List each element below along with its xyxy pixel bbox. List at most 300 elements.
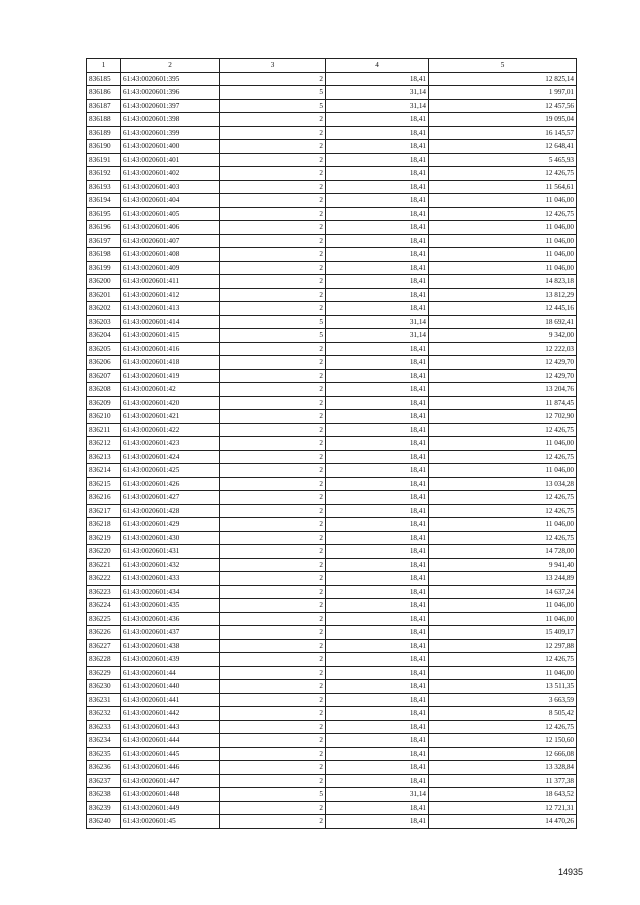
- column-4-cell: 18,41: [326, 423, 429, 437]
- column-3-cell: 2: [220, 747, 326, 761]
- cadastral-number-cell: 61:43:0020601:423: [121, 437, 220, 451]
- row-id-cell: 836233: [87, 720, 121, 734]
- table-row: [87, 639, 577, 653]
- table-row: [87, 612, 577, 626]
- table-row: [87, 315, 577, 329]
- column-4-cell: 18,41: [326, 140, 429, 154]
- cadastral-number-cell: 61:43:0020601:420: [121, 396, 220, 410]
- amount-cell: 12 426,75: [429, 531, 577, 545]
- row-id-cell: 836226: [87, 626, 121, 640]
- table-row: [87, 572, 577, 586]
- cadastral-number-cell: 61:43:0020601:412: [121, 288, 220, 302]
- row-id-cell: 836212: [87, 437, 121, 451]
- cadastral-number-cell: 61:43:0020601:426: [121, 477, 220, 491]
- table-row: [87, 491, 577, 505]
- amount-cell: 12 426,75: [429, 720, 577, 734]
- table-row: [87, 288, 577, 302]
- column-4-cell: 18,41: [326, 558, 429, 572]
- column-4-cell: 18,41: [326, 342, 429, 356]
- table-row: [87, 720, 577, 734]
- row-id-cell: 836235: [87, 747, 121, 761]
- row-id-cell: 836214: [87, 464, 121, 478]
- cadastral-number-cell: 61:43:0020601:442: [121, 707, 220, 721]
- header-cell-1: 1: [87, 59, 121, 73]
- column-3-cell: 2: [220, 302, 326, 316]
- amount-cell: 12 150,60: [429, 734, 577, 748]
- cadastral-number-cell: 61:43:0020601:436: [121, 612, 220, 626]
- column-4-cell: 18,41: [326, 126, 429, 140]
- column-4-cell: 18,41: [326, 599, 429, 613]
- cadastral-number-cell: 61:43:0020601:445: [121, 747, 220, 761]
- column-3-cell: 2: [220, 612, 326, 626]
- column-3-cell: 2: [220, 369, 326, 383]
- table-row: [87, 815, 577, 829]
- row-id-cell: 836237: [87, 774, 121, 788]
- cadastral-number-cell: 61:43:0020601:400: [121, 140, 220, 154]
- cadastral-number-cell: 61:43:0020601:416: [121, 342, 220, 356]
- column-4-cell: 18,41: [326, 437, 429, 451]
- table-row: [87, 558, 577, 572]
- table-row: [87, 450, 577, 464]
- column-4-cell: 18,41: [326, 639, 429, 653]
- table-row: [87, 801, 577, 815]
- amount-cell: 14 728,00: [429, 545, 577, 559]
- amount-cell: 14 637,24: [429, 585, 577, 599]
- cadastral-number-cell: 61:43:0020601:413: [121, 302, 220, 316]
- cadastral-number-cell: 61:43:0020601:42: [121, 383, 220, 397]
- table-row: [87, 126, 577, 140]
- column-3-cell: 2: [220, 450, 326, 464]
- table-row: [87, 396, 577, 410]
- cadastral-number-cell: 61:43:0020601:418: [121, 356, 220, 370]
- cadastral-number-cell: 61:43:0020601:401: [121, 153, 220, 167]
- row-id-cell: 836222: [87, 572, 121, 586]
- row-id-cell: 836225: [87, 612, 121, 626]
- column-3-cell: 2: [220, 531, 326, 545]
- table-row: [87, 383, 577, 397]
- row-id-cell: 836195: [87, 207, 121, 221]
- cadastral-number-cell: 61:43:0020601:429: [121, 518, 220, 532]
- column-3-cell: 2: [220, 653, 326, 667]
- row-id-cell: 836207: [87, 369, 121, 383]
- amount-cell: 11 874,45: [429, 396, 577, 410]
- cadastral-number-cell: 61:43:0020601:407: [121, 234, 220, 248]
- cadastral-number-cell: 61:43:0020601:447: [121, 774, 220, 788]
- row-id-cell: 836224: [87, 599, 121, 613]
- amount-cell: 12 222,03: [429, 342, 577, 356]
- column-4-cell: 18,41: [326, 288, 429, 302]
- cadastral-number-cell: 61:43:0020601:428: [121, 504, 220, 518]
- table-row: [87, 437, 577, 451]
- table-row: [87, 221, 577, 235]
- row-id-cell: 836234: [87, 734, 121, 748]
- row-id-cell: 836211: [87, 423, 121, 437]
- column-4-cell: 18,41: [326, 666, 429, 680]
- column-4-cell: 18,41: [326, 572, 429, 586]
- column-4-cell: 31,14: [326, 315, 429, 329]
- row-id-cell: 836200: [87, 275, 121, 289]
- table-row: [87, 518, 577, 532]
- cadastral-number-cell: 61:43:0020601:409: [121, 261, 220, 275]
- cadastral-number-cell: 61:43:0020601:433: [121, 572, 220, 586]
- amount-cell: 15 409,17: [429, 626, 577, 640]
- amount-cell: 12 426,75: [429, 653, 577, 667]
- cadastral-number-cell: 61:43:0020601:430: [121, 531, 220, 545]
- row-id-cell: 836219: [87, 531, 121, 545]
- column-4-cell: 18,41: [326, 747, 429, 761]
- row-id-cell: 836238: [87, 788, 121, 802]
- registry-table: [86, 58, 577, 829]
- table-row: [87, 99, 577, 113]
- column-3-cell: 2: [220, 761, 326, 775]
- row-id-cell: 836232: [87, 707, 121, 721]
- row-id-cell: 836192: [87, 167, 121, 181]
- column-3-cell: 2: [220, 558, 326, 572]
- cadastral-number-cell: 61:43:0020601:405: [121, 207, 220, 221]
- column-4-cell: 18,41: [326, 626, 429, 640]
- table-header: [87, 59, 577, 73]
- row-id-cell: 836189: [87, 126, 121, 140]
- cadastral-number-cell: 61:43:0020601:419: [121, 369, 220, 383]
- column-3-cell: 2: [220, 396, 326, 410]
- cadastral-number-cell: 61:43:0020601:404: [121, 194, 220, 208]
- column-3-cell: 5: [220, 86, 326, 100]
- column-4-cell: 18,41: [326, 194, 429, 208]
- cadastral-number-cell: 61:43:0020601:427: [121, 491, 220, 505]
- column-3-cell: 5: [220, 315, 326, 329]
- table-row: [87, 356, 577, 370]
- amount-cell: 16 145,57: [429, 126, 577, 140]
- cadastral-number-cell: 61:43:0020601:44: [121, 666, 220, 680]
- column-4-cell: 18,41: [326, 113, 429, 127]
- column-3-cell: 2: [220, 288, 326, 302]
- column-4-cell: 18,41: [326, 815, 429, 829]
- row-id-cell: 836194: [87, 194, 121, 208]
- column-4-cell: 18,41: [326, 761, 429, 775]
- row-id-cell: 836187: [87, 99, 121, 113]
- row-id-cell: 836236: [87, 761, 121, 775]
- amount-cell: 1 997,01: [429, 86, 577, 100]
- column-4-cell: 18,41: [326, 410, 429, 424]
- column-3-cell: 2: [220, 423, 326, 437]
- amount-cell: 12 426,75: [429, 423, 577, 437]
- cadastral-number-cell: 61:43:0020601:411: [121, 275, 220, 289]
- cadastral-number-cell: 61:43:0020601:408: [121, 248, 220, 262]
- table-row: [87, 113, 577, 127]
- amount-cell: 14 470,26: [429, 815, 577, 829]
- column-3-cell: 2: [220, 572, 326, 586]
- column-3-cell: 2: [220, 72, 326, 86]
- cadastral-number-cell: 61:43:0020601:396: [121, 86, 220, 100]
- amount-cell: 9 342,00: [429, 329, 577, 343]
- row-id-cell: 836199: [87, 261, 121, 275]
- column-4-cell: 18,41: [326, 167, 429, 181]
- amount-cell: 18 692,41: [429, 315, 577, 329]
- column-3-cell: 2: [220, 261, 326, 275]
- table-row: [87, 423, 577, 437]
- amount-cell: 12 426,75: [429, 491, 577, 505]
- cadastral-number-cell: 61:43:0020601:421: [121, 410, 220, 424]
- table-row: [87, 167, 577, 181]
- row-id-cell: 836230: [87, 680, 121, 694]
- table-row: [87, 761, 577, 775]
- column-4-cell: 18,41: [326, 693, 429, 707]
- row-id-cell: 836186: [87, 86, 121, 100]
- amount-cell: 12 445,16: [429, 302, 577, 316]
- column-3-cell: 2: [220, 167, 326, 181]
- column-4-cell: 18,41: [326, 383, 429, 397]
- column-3-cell: 2: [220, 194, 326, 208]
- cadastral-number-cell: 61:43:0020601:431: [121, 545, 220, 559]
- row-id-cell: 836218: [87, 518, 121, 532]
- column-4-cell: 18,41: [326, 477, 429, 491]
- column-3-cell: 2: [220, 383, 326, 397]
- column-3-cell: 2: [220, 275, 326, 289]
- cadastral-number-cell: 61:43:0020601:438: [121, 639, 220, 653]
- cadastral-number-cell: 61:43:0020601:443: [121, 720, 220, 734]
- cadastral-number-cell: 61:43:0020601:422: [121, 423, 220, 437]
- row-id-cell: 836191: [87, 153, 121, 167]
- column-3-cell: 2: [220, 180, 326, 194]
- table-row: [87, 234, 577, 248]
- column-4-cell: 18,41: [326, 275, 429, 289]
- table-row: [87, 599, 577, 613]
- table-row: [87, 140, 577, 154]
- column-3-cell: 2: [220, 126, 326, 140]
- amount-cell: 11 046,00: [429, 518, 577, 532]
- column-4-cell: 18,41: [326, 180, 429, 194]
- amount-cell: 12 426,75: [429, 207, 577, 221]
- column-4-cell: 18,41: [326, 464, 429, 478]
- table-row: [87, 693, 577, 707]
- column-4-cell: 18,41: [326, 653, 429, 667]
- column-4-cell: 18,41: [326, 248, 429, 262]
- column-3-cell: 5: [220, 329, 326, 343]
- amount-cell: 12 457,56: [429, 99, 577, 113]
- row-id-cell: 836197: [87, 234, 121, 248]
- table-row: [87, 666, 577, 680]
- table-row: [87, 275, 577, 289]
- column-3-cell: 2: [220, 234, 326, 248]
- table-row: [87, 329, 577, 343]
- amount-cell: 13 034,28: [429, 477, 577, 491]
- column-4-cell: 18,41: [326, 72, 429, 86]
- row-id-cell: 836216: [87, 491, 121, 505]
- column-4-cell: 18,41: [326, 221, 429, 235]
- row-id-cell: 836193: [87, 180, 121, 194]
- row-id-cell: 836239: [87, 801, 121, 815]
- column-3-cell: 2: [220, 464, 326, 478]
- table-row: [87, 531, 577, 545]
- amount-cell: 11 046,00: [429, 234, 577, 248]
- amount-cell: 11 564,61: [429, 180, 577, 194]
- row-id-cell: 836188: [87, 113, 121, 127]
- column-3-cell: 2: [220, 693, 326, 707]
- column-4-cell: 18,41: [326, 545, 429, 559]
- column-3-cell: 2: [220, 113, 326, 127]
- column-4-cell: 18,41: [326, 504, 429, 518]
- amount-cell: 11 046,00: [429, 248, 577, 262]
- cadastral-number-cell: 61:43:0020601:395: [121, 72, 220, 86]
- row-id-cell: 836196: [87, 221, 121, 235]
- header-cell-2: 2: [121, 59, 220, 73]
- column-3-cell: 2: [220, 626, 326, 640]
- column-3-cell: 2: [220, 342, 326, 356]
- amount-cell: 11 046,00: [429, 612, 577, 626]
- amount-cell: 12 825,14: [429, 72, 577, 86]
- table-row: [87, 626, 577, 640]
- column-4-cell: 18,41: [326, 302, 429, 316]
- amount-cell: 11 046,00: [429, 599, 577, 613]
- column-3-cell: 2: [220, 720, 326, 734]
- table-row: [87, 261, 577, 275]
- row-id-cell: 836231: [87, 693, 121, 707]
- cadastral-number-cell: 61:43:0020601:397: [121, 99, 220, 113]
- amount-cell: 12 666,08: [429, 747, 577, 761]
- amount-cell: 12 429,70: [429, 369, 577, 383]
- amount-cell: 11 046,00: [429, 437, 577, 451]
- table-row: [87, 207, 577, 221]
- cadastral-number-cell: 61:43:0020601:425: [121, 464, 220, 478]
- column-3-cell: 2: [220, 153, 326, 167]
- row-id-cell: 836204: [87, 329, 121, 343]
- cadastral-number-cell: 61:43:0020601:441: [121, 693, 220, 707]
- amount-cell: 11 046,00: [429, 464, 577, 478]
- header-cell-4: 4: [326, 59, 429, 73]
- row-id-cell: 836210: [87, 410, 121, 424]
- table-row: [87, 248, 577, 262]
- cadastral-number-cell: 61:43:0020601:444: [121, 734, 220, 748]
- amount-cell: 12 721,31: [429, 801, 577, 815]
- column-4-cell: 18,41: [326, 369, 429, 383]
- row-id-cell: 836221: [87, 558, 121, 572]
- column-3-cell: 2: [220, 437, 326, 451]
- cadastral-number-cell: 61:43:0020601:439: [121, 653, 220, 667]
- column-4-cell: 18,41: [326, 801, 429, 815]
- column-4-cell: 18,41: [326, 450, 429, 464]
- column-4-cell: 18,41: [326, 680, 429, 694]
- column-3-cell: 2: [220, 221, 326, 235]
- amount-cell: 12 429,70: [429, 356, 577, 370]
- column-3-cell: 2: [220, 666, 326, 680]
- column-4-cell: 18,41: [326, 531, 429, 545]
- column-3-cell: 2: [220, 774, 326, 788]
- amount-cell: 13 812,29: [429, 288, 577, 302]
- amount-cell: 5 465,93: [429, 153, 577, 167]
- row-id-cell: 836185: [87, 72, 121, 86]
- row-id-cell: 836220: [87, 545, 121, 559]
- header-cell-3: 3: [220, 59, 326, 73]
- amount-cell: 11 046,00: [429, 194, 577, 208]
- cadastral-number-cell: 61:43:0020601:406: [121, 221, 220, 235]
- row-id-cell: 836208: [87, 383, 121, 397]
- column-3-cell: 2: [220, 504, 326, 518]
- amount-cell: 12 702,90: [429, 410, 577, 424]
- row-id-cell: 836198: [87, 248, 121, 262]
- cadastral-number-cell: 61:43:0020601:435: [121, 599, 220, 613]
- table-row: [87, 464, 577, 478]
- table-row: [87, 747, 577, 761]
- table-row: [87, 369, 577, 383]
- amount-cell: 8 505,42: [429, 707, 577, 721]
- table-row: [87, 653, 577, 667]
- column-3-cell: 2: [220, 140, 326, 154]
- row-id-cell: 836215: [87, 477, 121, 491]
- column-4-cell: 18,41: [326, 707, 429, 721]
- amount-cell: 12 426,75: [429, 504, 577, 518]
- page-number: 14935: [558, 867, 584, 877]
- column-4-cell: 18,41: [326, 612, 429, 626]
- cadastral-number-cell: 61:43:0020601:449: [121, 801, 220, 815]
- amount-cell: 13 328,84: [429, 761, 577, 775]
- row-id-cell: 836217: [87, 504, 121, 518]
- row-id-cell: 836213: [87, 450, 121, 464]
- column-3-cell: 2: [220, 639, 326, 653]
- row-id-cell: 836202: [87, 302, 121, 316]
- column-3-cell: 2: [220, 356, 326, 370]
- column-3-cell: 5: [220, 99, 326, 113]
- amount-cell: 18 643,52: [429, 788, 577, 802]
- row-id-cell: 836227: [87, 639, 121, 653]
- row-id-cell: 836203: [87, 315, 121, 329]
- column-3-cell: 2: [220, 599, 326, 613]
- column-4-cell: 31,14: [326, 788, 429, 802]
- column-3-cell: 2: [220, 680, 326, 694]
- column-3-cell: 2: [220, 707, 326, 721]
- row-id-cell: 836190: [87, 140, 121, 154]
- row-id-cell: 836205: [87, 342, 121, 356]
- table-row: [87, 788, 577, 802]
- cadastral-number-cell: 61:43:0020601:398: [121, 113, 220, 127]
- cadastral-number-cell: 61:43:0020601:446: [121, 761, 220, 775]
- amount-cell: 12 297,88: [429, 639, 577, 653]
- column-4-cell: 18,41: [326, 356, 429, 370]
- amount-cell: 14 823,18: [429, 275, 577, 289]
- row-id-cell: 836206: [87, 356, 121, 370]
- row-id-cell: 836223: [87, 585, 121, 599]
- cadastral-number-cell: 61:43:0020601:403: [121, 180, 220, 194]
- table-row: [87, 680, 577, 694]
- table-row: [87, 545, 577, 559]
- column-3-cell: 2: [220, 410, 326, 424]
- table-row: [87, 707, 577, 721]
- column-4-cell: 18,41: [326, 518, 429, 532]
- cadastral-number-cell: 61:43:0020601:414: [121, 315, 220, 329]
- table-row: [87, 302, 577, 316]
- amount-cell: 12 426,75: [429, 167, 577, 181]
- table-row: [87, 194, 577, 208]
- amount-cell: 12 648,41: [429, 140, 577, 154]
- table-row: [87, 342, 577, 356]
- amount-cell: 11 046,00: [429, 666, 577, 680]
- column-3-cell: 2: [220, 491, 326, 505]
- column-4-cell: 18,41: [326, 734, 429, 748]
- table-row: [87, 86, 577, 100]
- cadastral-number-cell: 61:43:0020601:440: [121, 680, 220, 694]
- column-4-cell: 31,14: [326, 99, 429, 113]
- table-row: [87, 774, 577, 788]
- cadastral-number-cell: 61:43:0020601:415: [121, 329, 220, 343]
- column-3-cell: 2: [220, 545, 326, 559]
- column-4-cell: 18,41: [326, 234, 429, 248]
- cadastral-number-cell: 61:43:0020601:437: [121, 626, 220, 640]
- amount-cell: 3 663,59: [429, 693, 577, 707]
- row-id-cell: 836229: [87, 666, 121, 680]
- amount-cell: 12 426,75: [429, 450, 577, 464]
- cadastral-number-cell: 61:43:0020601:434: [121, 585, 220, 599]
- cadastral-number-cell: 61:43:0020601:399: [121, 126, 220, 140]
- column-4-cell: 18,41: [326, 261, 429, 275]
